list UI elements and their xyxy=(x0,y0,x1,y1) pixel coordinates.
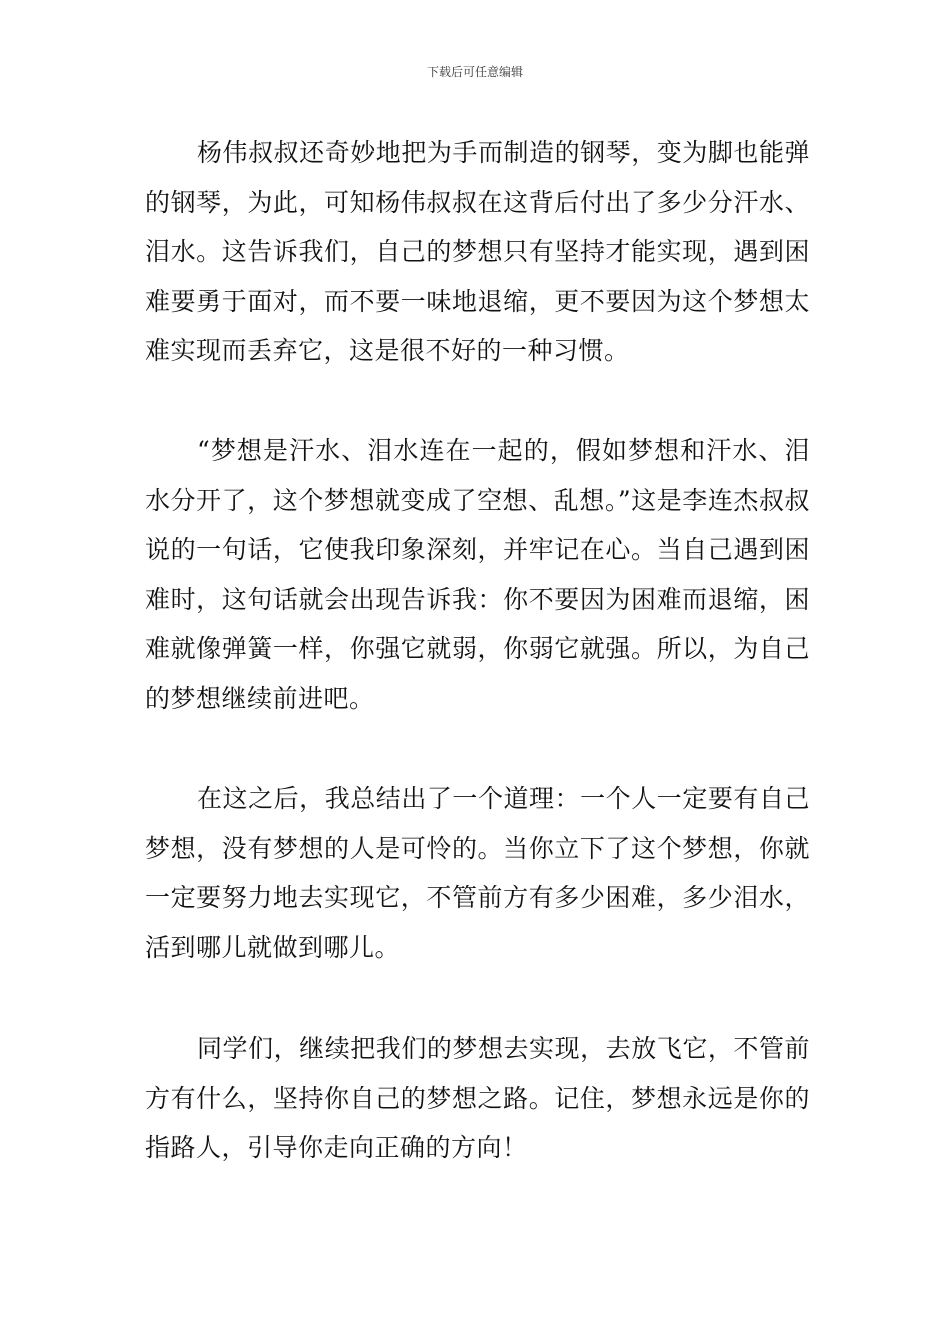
paragraph-2: “梦想是汗水、泪水连在一起的，假如梦想和汗水、泪水分开了，这个梦想就变成了空想、乱想。”这是李连杰叔叔说的一句话，它使我印象深刻，并牢记在心。当自己遇到困难时，这句话就会出现告诉我：你不要因为困难而退缩，困难就像弹簧一样，你强它就弱，你弱它就强。所以，为自己的梦想继续前进吧。 xyxy=(145,436,810,713)
paragraph-1: 杨伟叔叔还奇妙地把为手而制造的钢琴，变为脚也能弹的钢琴，为此，可知杨伟叔叔在这背后付出了多少分汗水、泪水。这告诉我们，自己的梦想只有坚持才能实现，遇到困难要勇于面对，而不要一味地退缩，更不要因为这个梦想太难实现而丢弃它，这是很不好的一种习惯。 xyxy=(145,138,810,365)
paragraph-4: 同学们，继续把我们的梦想去实现，去放飞它，不管前方有什么，坚持你自己的梦想之路。记住，梦想永远是你的指路人，引导你走向正确的方向！ xyxy=(145,1034,810,1162)
page-header: 下载后可任意编辑 xyxy=(426,65,523,79)
paragraph-3: 在这之后，我总结出了一个道理：一个人一定要有自己梦想，没有梦想的人是可怜的。当你立下了这个梦想，你就一定要努力地去实现它，不管前方有多少困难，多少泪水，活到哪儿就做到哪儿。 xyxy=(145,784,810,962)
